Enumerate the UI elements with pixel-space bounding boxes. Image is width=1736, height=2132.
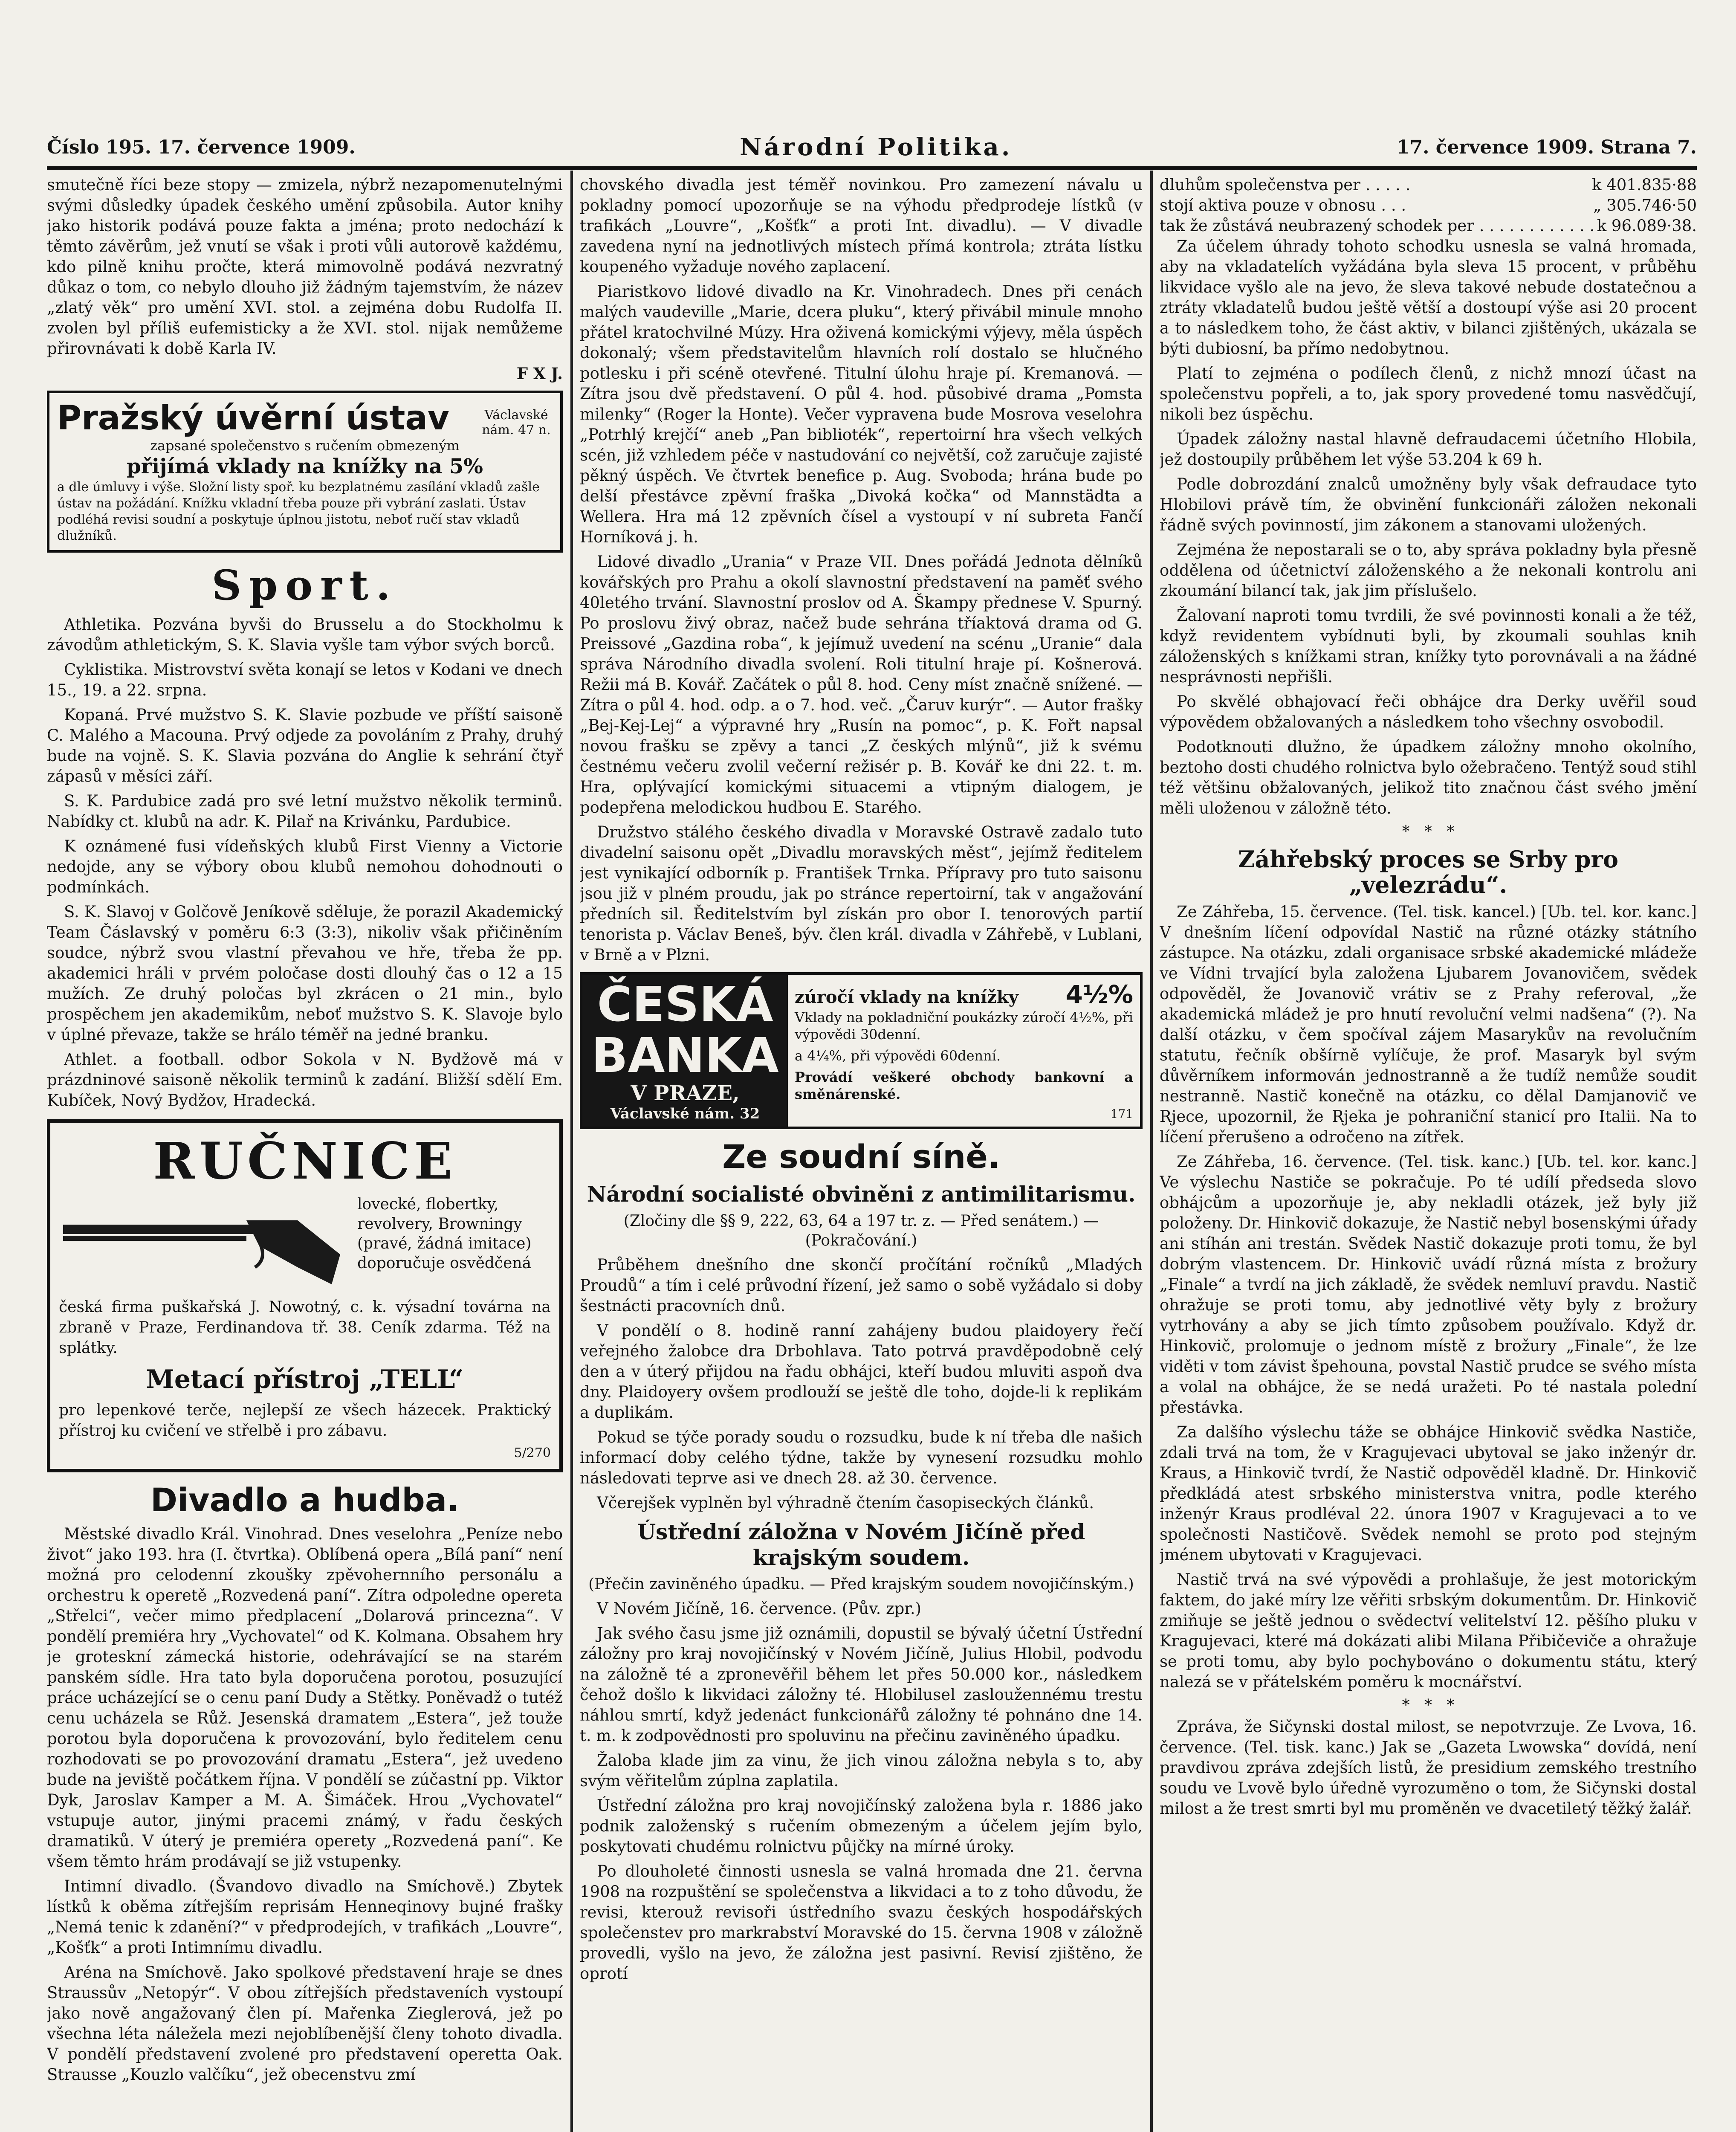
ad-ceska-banka (580, 972, 1143, 1129)
soud-para: V Novém Jičíně, 16. července. (Pův. zpr.) (597, 1599, 922, 1618)
ad-rucnice (47, 1119, 563, 1472)
ad-rucnice-title: RUČNICE (153, 1131, 457, 1191)
divadlo-para: Městské divadlo Král. Vinohrad. Dnes veselohra „Peníze nebo život“ jako 193. hra (I. čtvrtka). Oblíbená opera „Bílá paní“ není možná pro celodenní zkoušky zpěvohernního personálu a orchestru k operetě „Rozvedená paní“. Zítra odpoledne opereta „Střelci“, večer mimo předplacení „Dolarová princezna“. V pondělí premiéra hry „Vychovatel“ od K. Kolmana. Obsahem hry je groteskní zámecká historie, odehrávající se na starém panském sídle. Hra tato byla doporučena porotou, posuzující práce ucházející se o cenu paní Dudy a Stětky. Poněvadž o tutéž cenu ucházela se Růž. Jesenská dramatem „Estera“, jež touže porotou byla doporučena k provozování, bylo ředitelem cenu rozhodovati se po provozování dramatu „Estera“, jež uvedeno bude na jeviště počátkem října. V pondělí se zúčastní pp. Viktor Dyk, Jaroslav Kamper a M. A. Šimáček. Hrou „Vychovatel“ vstupuje autor, jinými pracemi známý, v řadu českých dramatiků. V úterý je premiéra operety „Rozvedená paní“. Ke všem těmto hrám prodávají se již vstupenky. (47, 1525, 563, 1871)
ad-banka-l1: Vklady na pokladniční poukázky zúročí 4½%, při výpovědi 30denní. (795, 1009, 1133, 1043)
zalozna-para: Úpadek záložny nastal hlavně defraudacemi účetního Hlobila, jež dostoupily průběhem let výše 53.204 k 69 h. (1160, 430, 1697, 469)
separator-stars-icon: * * * (1402, 1697, 1455, 1714)
sport-para: Kopaná. Prvé mužstvo S. K. Slavie pozbude ve příští saisoně C. Malého a Macouna. Prvý odjede za povoláním z Prahy, druhý bude na vojně. S. K. Slavia pozvána do Anglie k sehrání čtyř zápasů v měsíci září. (47, 706, 563, 785)
divadlo-para: Družstvo stálého českého divadla v Moravské Ostravě zadalo tuto divadelní saisonu opět „Divadlu moravských měst“, jejímž ředitelem jest vynikající odborník p. František Trnka. Přípravy pro tuto saisonu jsou již v plném proudu, jak po stránce repertoirní, tak v angažování předních sil. Ředitelstvím byl získán pro obor I. tenorových partií tenorista p. Václav Beneš, býv. člen král. divadla v Záhřebě, v Lublani, v Brně a v Plzni. (580, 823, 1143, 964)
ad-banka-code: 171 (1110, 1107, 1133, 1121)
divadlo-para: Piaristkovo lidové divadlo na Kr. Vinohradech. Dnes při cenách malých vaudeville „Marie, dcera pluku“, který přivábil minule mnoho přátel kratochvilné Múzy. Hra oživená komickými výjevy, měla úspěch dokonalý; všem představitelům hlavních rolí dostalo se hlučného potlesku i při scéně otevřené. Titulní úlohu hraje pí. Kremanová. — Zítra jsou dvě představení. O půl 4. hod. působivé drama „Pomsta milenky“ (Roger la Honte). Večer vypravena bude Mosrova veselohra „Potrhlý krejčí“ aneb „Pan biblioték“, repertoirní hra všech velkých scén, již vzhledem péče v nastudování co největší, což zaručuje zajisté pěkný úspěch. Ve čtvrtek benefice p. Aug. Svoboda; hrána bude po delší přestávce zpěvní fraška „Divoká kočka“ od Mannstädta a Wellera. Hra má 12 zpěvních čísel a vystoupí v ní subreta Fančí Horníková j. h. (580, 282, 1143, 546)
ad-tell-title: Metací přístroj „TELL“ (146, 1364, 464, 1394)
column-3 (1160, 175, 1697, 2132)
soud-para: Ústřední záložna pro kraj novojičínský založena byla r. 1886 jako podnik založenský s ručením obmezeným a účelem jejím bylo, poskytovati chudému rolnictvu půjčky na mírné úroky. (580, 1796, 1143, 1856)
article-subheading: (Zločiny dle §§ 9, 222, 63, 64 a 197 tr. z. — Před senátem.) — (Pokračování.) (623, 1212, 1099, 1249)
soud-para: Jak svého času jsme již oznámili, dopustil se bývalý účetní Ústřední záložny pro kraj novojičínský v Novém Jičíně, Julius Hlobil, podvodu na záložně té a zpronevěřil během let přes 50.000 kor., následkem čehož došlo k likvidaci záložny té. Hlobilusel zasloužennému trestu náhlou smrtí, když jedenáct funkcionářů záložny té pohnáno dne 14. t. m. k zodpovědnosti pro spoluvinu na přečinu zaviněného úpadku. (580, 1624, 1143, 1745)
soud-para: Žaloba klade jim za vinu, že jich vinou záložna nebyla s to, aby svým věřitelům zúplna zaplatila. (580, 1751, 1143, 1790)
divadlo-continuation: chovského divadla jest téměř novinkou. Pro zamezení návalu u pokladny pomocí upozorňuje se na výhodu předprodeje lístků (v trafikách „Louvre“, „Košťk“ a proti Int. divadlu). — V divadle zavedena nyní na jednotlivých místech přímá kontrola; ztráta lístku koupeného vyžaduje nového zaplacení. (580, 176, 1143, 276)
divadlo-para: Intimní divadlo. (Švandovo divadlo na Smíchově.) Zbytek lístků k oběma zítřejším reprisám Henneqinovy bujné frašky „Nemá tenic k zdanění?“ v předprodejích, v trafikách „Louvre“, „Košťk“ a proti Intimnímu divadlu. (47, 1877, 563, 1957)
masthead-title: Národní Politika. (740, 133, 1013, 161)
proces-para: Za dalšího výslechu táže se obhájce Hinkovič svědka Nastiče, zdali trvá na tom, že v Kragujevaci ubytoval se jako inženýr dr. Kraus, a Hinkovič tvrdí, že Nastič odpověděl kladně. Dr. Hinkovič předkládá atest srbského ministerstva vnitra, podle kterého inženýr Kraus prodléval 22. února 1907 v Kragujevaci a to ve společnosti Nastičově. Svědek nemohl se proto pod stejným jménem ubytovati v Kragujevaci. (1160, 1423, 1697, 1564)
sport-para: S. K. Slavoj v Golčově Jeníkově sděluje, že porazil Akademický Team Čáslavský v poměru 6:3 (3:3), nikoliv však přičiněním soudce, nýbrž svou vlastní převahou ve hře, třeba že pp. akademici hráli v prvém poločase dosti dlouhý čas o 12 a 15 mužích. Ze druhý poločas byl zkrácen o 21 min., bylo prospěchem jen akademikům, neboť mužstvo S. K. Slavoje bylo v úplné převaze, takže se hrálo téměř na jedné branku. (47, 903, 563, 1044)
column-1 (47, 175, 563, 2132)
finance-value: „ 305.746·50 (1593, 196, 1697, 214)
soud-para: Pokud se týče porady soudu o rozsudku, bude k ní třeba dle našich informací doby celého týdne, takže by vynesení rozsudku mohlo následovati teprve asi ve dnech 28. až 30. července. (580, 1428, 1143, 1487)
column-rule-1 (570, 171, 573, 2132)
column-2 (580, 175, 1143, 2132)
sport-para: Athlet. a football. odbor Sokola v N. Bydžově má v prázdninové saisoně několik terminů k zadání. Bližší sdělí Em. Kubíček, Nový Bydžov, Hradecká. (47, 1050, 563, 1109)
proces-para: Nastič trvá na své výpovědi a prohlašuje, že jest motorickým faktem, do jaké míry lze věřiti srbským dokumentům. Dr. Hinkovič zmiňuje se ještě jednou o svědectví velitelství 12. pěšího pluku v Kragujevaci, které má dokázati alibi Milana Přibičeviče a ohražuje se proti tomu, aby bylo pochybováno o dokumentu státu, který nalezá se v přátelském poměru k mocnářství. (1160, 1570, 1697, 1691)
ad-banka-addr: Václavské nám. 32 (610, 1105, 760, 1122)
zalozna-para: Podle dobrozdání znalců umožněny byly však defraudace tyto Hlobilovi právě tím, že obvinění funkcionáři záložen nekonali řádně svých povinností, jim zákonem a stanovami uložených. (1160, 475, 1697, 534)
article-heading: Ústřední záložna v Novém Jičíně před krajským soudem. (637, 1519, 1085, 1570)
sport-para: Athletika. Pozvána byvši do Brusselu a do Stockholmu k závodům athletickým, S. K. Slavia vyšle tam výbor svých borců. (47, 615, 563, 654)
sport-para: S. K. Pardubice zadá pro své letní mužstvo několik terminů. Nabídky ct. klubů na adr. K. Pilař na Krivánku, Pardubice. (47, 792, 563, 831)
proces-para: Ze Záhřeba, 15. července. (Tel. tisk. kancel.) [Ub. tel. kor. kanc.] V dnešním líčení odpovídal Nastič na různé otázky státního zástupce. Na otázku, zdali organisace srbské akademické mládeže ve Vídni trvající byla založena Ljubarem Jovanovičem, svědek odpověděl, že Jovanovič vrátiv se z Prahy referoval, „že akademická mládež je pro hnutí revoluční velmi nadšena“ (?). Na další otázku, v čem spočíval zájem Masarykův na revolučním statutu, řečník obšírně vylíčuje, že prof. Masaryk byl svým důvěrníkem informován jednostranně a že tudíž nemůže soudit nestranně. Nastič konečně na otázku, co dělal Damjanovič ve Rjece, upozornil, že Rjeka je pohraniční stanicí pro Italii. Na to líčení přerušeno a odročeno na zítřek. (1160, 903, 1697, 1146)
masthead (47, 128, 1697, 170)
finance-label: stojí aktiva pouze v obnosu . . . (1160, 196, 1406, 214)
ad-pražsky-uverni-ustav (47, 391, 563, 553)
zalozna-para: Po skvělé obhajovací řeči obhájce dra Derky uvěřil soud výpovědem obžalovaných a následkem toho všechny osvobodil. (1160, 692, 1697, 731)
section-divadlo: Divadlo a hudba. (150, 1481, 459, 1519)
masthead-issue: Číslo 195. 17. července 1909. (47, 136, 356, 158)
zalozna-para: Platí to zejména o podílech členů, z nichž mnozí účast na společenstvu popřeli, a to, jak spory provedené tomu nasvědčují, nikoli bez úspěchu. (1160, 364, 1697, 423)
soud-para: Včerejšek vyplněn byl výhradně čtením časopiseckých článků. (597, 1494, 1094, 1512)
ad-ustav-addr: Václavské nám. 47 n. (482, 408, 551, 437)
finance-label: tak že zůstává neubrazený schodek per . . . . . . . . . . . . (1160, 217, 1595, 235)
finance-label: dluhům společenstva per . . . . . (1160, 176, 1411, 194)
sport-para: K oznámené fusi vídeňských klubů First Vienny a Victorie nedojde, any se výbory obou klubů nemohou dohodnouti o podmínkách. (47, 837, 563, 896)
soud-para: V pondělí o 8. hodině ranní zahájeny budou plaidoyery řečí veřejného žalobce dra Drbohlava. Tato potrvá pravděpodobně celý den a v úterý přijdou na řadu obhájci, kteří budou mluviti aspoň dva dny. Plaidoyery ovšem prodlouží se ještě dle toho, dojde-li k replikám a duplikám. (580, 1321, 1143, 1422)
finance-row (1160, 216, 1697, 236)
ad-rucnice-firm: česká firma puškařská J. Nowotný, c. k. výsadní továrna na zbraně v Praze, Ferdinandova tř. 38. Ceník zdarma. Též na splátky. (59, 1298, 551, 1357)
finance-value: k 96.089·38. (1597, 217, 1697, 235)
ad-banka-l3: Provádí veškeré obchody bankovní a směnárenské. (795, 1069, 1133, 1102)
rifle-illustration-icon (59, 1195, 349, 1293)
finance-row (1160, 175, 1697, 195)
proces-para: Ze Záhřeba, 16. července. (Tel. tisk. kanc.) [Ub. tel. kor. kanc.] Ve výslechu Nastiče se pokračuje. Po té udílí předseda slovo obhájcům a upozorňuje je, aby nekladli otázek, jež byly již položeny. Dr. Hinkovič dokazuje, že Nastič nebyl bosenskými úřady ani stíhán ani trestán. Svědek Nastič dokazuje proti tomu, že byl dobrým vlastencem. Dr. Hinkovič uvádí různá místa z brožury „Finale“ a tvrdí na jich základě, že svědek nemluví pravdu. Nastič ohražuje se proti tomu, aby jednotlivé věty byly z brožury vytrhovány a aby se jich tímto způsobem používalo. Když dr. Hinkovič, prolomuje o jednom místě z brožury „Finale“, že lze viděti v tom závist špehouna, povstal Nastič prudce se svého místa a volal na obhájce, že se nedá uražeti. Po té nastala polední přestávka. (1160, 1153, 1697, 1417)
ad-banka-city: V PRAZE, (631, 1081, 740, 1105)
ad-tell-text: pro lepenkové terče, nejlepší ze všech házecek. Praktický přístroj ku cvičení ve střelbě i pro zábavu. (59, 1402, 551, 1440)
ad-ustav-line2: přijímá vklady na knížky na 5% (127, 455, 483, 478)
ad-ustav-title: Pražský úvěrní ústav (57, 399, 449, 437)
divadlo-para: Lidové divadlo „Urania“ v Praze VII. Dnes pořádá Jednota dělníků kovářských pro Prahu a okolí slavnostní představení na paměť svého 40letého trvání. Slavnostní proslov od A. Škampy přednese V. Spurný. Po proslovu živý obraz, načež bude sehrána tříaktová drama od G. Preissové „Gazdina roba“, k jejímuž uvedení na scénu „Uranie“ dala správa Národního divadla svolení. Roli titulní hraje pí. Košnerová. Režii má B. Kovář. Začátek o půl 8. hod. Ceny míst značně snížené. — Zítra o půl 4. hod. odp. a o 7. hod. več. „Čaruv kurýr“. — Autor frašky „Bej-Kej-Lej“ a výpravné hry „Rusín na pomoc“, p. K. Fořt napsal novou frašku se zpěvy a tanci „Z českých mlýnů“, již k svému čestnému večeru zvolil večerní režisér p. B. Kovář ke dni 22. t. m. Hra, oplývající komickými situacemi a vtipným dialogem, je podepřena melodickou hudbou E. Starého. (580, 553, 1143, 817)
sport-para: Cyklistika. Mistrovství světa konají se letos v Kodani ve dnech 15., 19. a 22. srpna. (47, 660, 563, 699)
finance-row (1160, 195, 1697, 216)
zalozna-para: Žalovaní naproti tomu tvrdili, že své povinnosti konali a že též, když revidentem vybídnuti byli, by zkoumali souhlas knih záloženských s knížkami stran, knížky tyto porovnávali a na žádné nesprávnosti nepřišli. (1160, 606, 1697, 686)
article-subheading: (Přečin zaviněného úpadku. — Před krajským soudem novojičínským.) (588, 1576, 1134, 1593)
ad-code: 5/270 (514, 1445, 551, 1460)
ad-rucnice-desc: lovecké, flobertky, revolvery, Browningy (pravé, žádná imitace) doporučuje osvědčená (357, 1196, 532, 1272)
soud-para: Průběhem dnešního dne skončí pročítání ročníků „Mladých Proudů“ a tím i celé průvodní řízení, jež samo o sobě vyžádalo si doby šestnácti pracovních dnů. (580, 1256, 1143, 1315)
section-soudni-sin: Ze soudní síně. (722, 1138, 1000, 1176)
zalozna-para: Podotknouti dlužno, že úpadkem záložny mnoho okolního, beztoho dosti chudého rolnictva bylo ožebračeno. Tentýž soud stihl též většinu obžalovaných, jelikož tito značnou část svého jmění měli uloženou v záložně této. (1160, 738, 1697, 817)
article-continuation: smutečně říci beze stopy — zmizela, nýbrž nezapomenutelnými svými důsledky úpadek českého umění způsobila. Autor knihy jako historik podává pouze fakta a jména; proto nedochází k těmto závěrům, jež vnutí se však i proti vůli autorově každému, kdo pilně knihu pročte, která mimovolně podává nezvratný důkaz o tom, co nebylo dlouho již žádným tajemstvím, že název „zlatý věk“ pro umění XVI. stol. a zejména dobu Rudolfa II. zvolen byl příliš eufemisticky a že XVI. stol. nijak nemůžeme přirovnávati k době Karla IV. (47, 176, 563, 358)
ad-banka-l2: a 4¼%, při výpovědi 60denní. (795, 1048, 1001, 1064)
article-signature: F X J. (516, 364, 563, 383)
zprava-para: Zpráva, že Sičynski dostal milost, se nepotvrzuje. Ze Lvova, 16. července. (Tel. tisk. kanc.) Jak se „Gazeta Lwowska“ dovídá, není pravdivou zpráva zdejších listů, že presidium zemského trestního soudu ve Lvově bylo úředně vyrozuměno o tom, že Sičynski dostal milost a že trest smrti byl mu proměněn ve dvacetiletý těžký žalář. (1160, 1718, 1697, 1818)
masthead-page: 17. července 1909. Strana 7. (1396, 136, 1697, 158)
ad-banka-rate: 4½% (1065, 980, 1133, 1009)
article-heading: Národní socialisté obviněni z antimilitarismu. (587, 1182, 1136, 1207)
divadlo-para: Aréna na Smíchově. Jako spolkové představení hraje se dnes Straussův „Netopýr“. V obou zítřejších představeních vystoupí jako nově angažovaný člen pí. Mařenka Zieglerová, jež po všechna léta náležela mezi nejoblíbenější členy tohoto divadla. V pondělí představení zvolené pro představení operetta Oak. Strausse „Kouzlo valčíku“, jež obecenstvu zmí (47, 1963, 563, 2084)
soud-para: Po dlouholeté činnosti usnesla se valná hromada dne 21. června 1908 na rozpuštění se společenstva a likvidaci a to z toho důvodu, že revisi, kterouž revisoři ústředního svazu českých hospodářských společenstev pro markrabství Moravské do 15. června 1908 v záložně provedli, vyšlo na jevo, že záložna jest pasivní. Revisí zjištěno, že oprotí (580, 1862, 1143, 1983)
article-heading: Záhřebský proces se Srby pro „velezrádu“. (1238, 846, 1619, 898)
finance-value: k 401.835·88 (1591, 176, 1697, 194)
ad-banka-rate-label: zúročí vklady na knížky (795, 987, 1018, 1007)
newspaper-page (47, 128, 1697, 2132)
separator-stars-icon: * * * (1402, 823, 1455, 840)
ad-banka-word1: ČESKÁ (597, 977, 773, 1032)
zalozna-para: Za účelem úhrady tohoto schodku usnesla se valná hromada, aby na vkladatelích vyžádána byla sleva 15 procent, v průběhu likvidace vyšlo ale na jevo, že sleva takové nebude dostatečnou a ztráty vkladatelů budou ještě větší a dostoupí výše asi 20 procent a to následkem toho, že část aktiv, v bilanci zjištěných, ukázala se býti dubiosní, ba přímo nedobytnou. (1160, 237, 1697, 358)
column-rule-2 (1150, 171, 1153, 2132)
ad-banka-word2: BANKA (591, 1028, 779, 1083)
zalozna-para: Zejména že nepostarali se o to, aby správa pokladny byla přesně oddělena od účetnictví záloženského a že nekonali kontrolu ani zkoumání bilancí tak, jak jim příslušelo. (1160, 541, 1697, 600)
section-sport: Sport. (211, 561, 398, 609)
ad-ustav-line1: zapsané společenstvo s ručením obmezeným (150, 437, 460, 454)
ad-ustav-fine: a dle úmluvy i výše. Složní listy spoř. ku bezplatnému zasílání vkladů zašle ústav na požádání. Knížku vkladní třeba pouze při vybrání zaslati. Ústav podléhá revisi soudní a poskytuje úplnou jistotu, neboť ručí stav vkladů dlužníků. (57, 480, 540, 543)
